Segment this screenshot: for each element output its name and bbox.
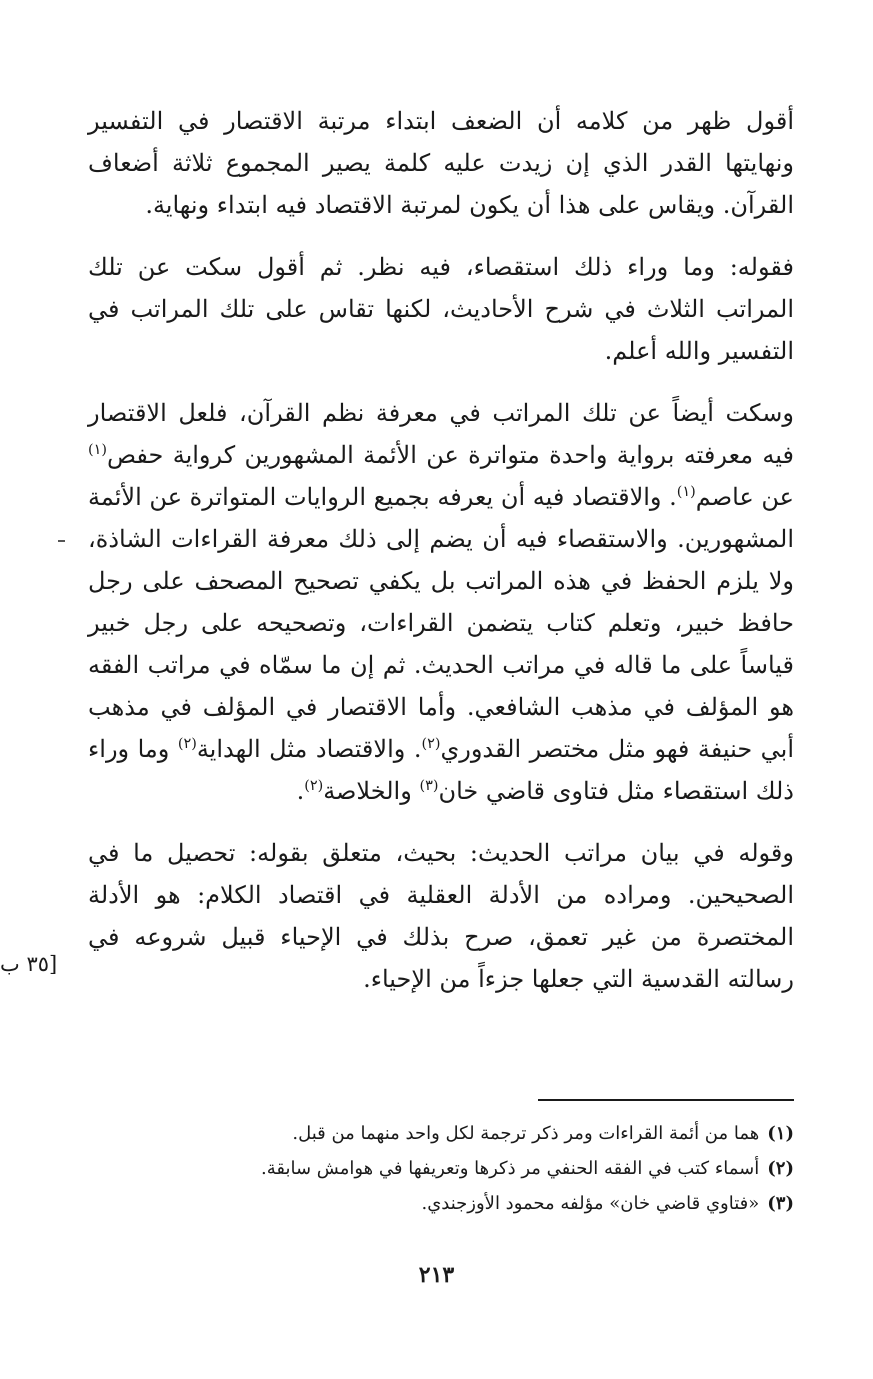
footnote-separator xyxy=(538,1099,794,1101)
footnote-number: (١) xyxy=(767,1123,794,1144)
paragraph-3-text: وسكت أيضاً عن تلك المراتب في معرفة نظم القرآن، فلعل الاقتصار فيه معرفته برواية واحدة متواترة عن الأئمة المشهورين كرواية حفص xyxy=(88,399,794,469)
footnote-number: (٢) xyxy=(767,1158,794,1179)
footnote-ref: (١) xyxy=(88,442,107,458)
footnotes xyxy=(120,1116,794,1221)
paragraph-3-text: . xyxy=(296,777,305,805)
paragraph-3-text: وما وراء ذلك استقصاء مثل فتاوى قاضي خان xyxy=(88,735,794,805)
footnote-text: أسماء كتب في الفقه الحنفي مر ذكرها وتعريفها في هوامش سابقة. xyxy=(261,1158,760,1179)
margin-mark xyxy=(58,540,65,542)
footnote-ref: (٢) xyxy=(421,736,441,752)
paragraph-3 xyxy=(88,392,794,812)
footnote-ref: (٣) xyxy=(419,778,439,794)
footnote-ref: (٢) xyxy=(304,778,324,794)
footnote-2 xyxy=(120,1151,794,1186)
footnote-text: هما من أئمة القراءات ومر ذكر ترجمة لكل واحد منهما من قبل. xyxy=(292,1123,760,1144)
page-number: ٢١٣ xyxy=(418,1262,455,1288)
footnote-3 xyxy=(120,1186,794,1221)
manuscript-folio-note: [٣٥ ب xyxy=(0,952,58,976)
paragraph-3-text: . والاقتصاد مثل الهداية xyxy=(196,735,422,763)
footnote-1 xyxy=(120,1116,794,1151)
paragraph-4: وقوله في بيان مراتب الحديث: بحيث، متعلق بقوله: تحصيل ما في الصحيحين. ومراده من الأدلة العقلية في اقتصاد الكلام: هو الأدلة المختصرة من غير تعمق، صرح بذلك في الإحياء قبيل شروعه في رسالته القدسية التي جعلها جزءاً من الإحياء. xyxy=(88,839,794,993)
body-text xyxy=(88,100,794,1020)
paragraph-3-text: عن عاصم xyxy=(695,483,795,511)
footnote-text: «فتاوي قاضي خان» مؤلفه محمود الأوزجندي. xyxy=(421,1193,760,1214)
footnote-ref: (٢) xyxy=(177,736,197,752)
footnote-ref: (١) xyxy=(676,484,696,500)
paragraph-3-text: والخلاصة xyxy=(323,777,420,805)
footnote-number: (٣) xyxy=(767,1193,794,1214)
paragraph-2: فقوله: وما وراء ذلك استقصاء، فيه نظر. ثم أقول سكت عن تلك المراتب الثلاث في شرح الأحاديث، لكنها تقاس على تلك المراتب في التفسير والله أعلم. xyxy=(88,253,794,365)
paragraph-1: أقول ظهر من كلامه أن الضعف ابتداء مرتبة الاقتصار في التفسير ونهايتها القدر الذي إن زيدت عليه كلمة يصير المجموع ثلاثة أضعاف القرآن. ويقاس على هذا أن يكون لمرتبة الاقتصاد فيه ابتداء ونهاية. xyxy=(88,107,794,219)
paragraph-3-text: . والاقتصاد فيه أن يعرفه بجميع الروايات المتواترة عن الأئمة المشهورين. والاستقصاء فيه أن يضم إلى ذلك معرفة القراءات الشاذة، ولا يلزم الحفظ في هذه المراتب بل يكفي تصحيح المصحف على رجل حافظ خبير، وتعلم كتاب يتضمن القراءات، وتصحيحه على رجل خبير قياساً على ما قاله في مراتب الحديث. ثم إن ما سمّاه في مراتب الفقه هو المؤلف في مذهب الشافعي. وأما الاقتصار في المؤلف في مذهب أبي حنيفة فهو مثل مختصر القدوري xyxy=(88,483,794,763)
